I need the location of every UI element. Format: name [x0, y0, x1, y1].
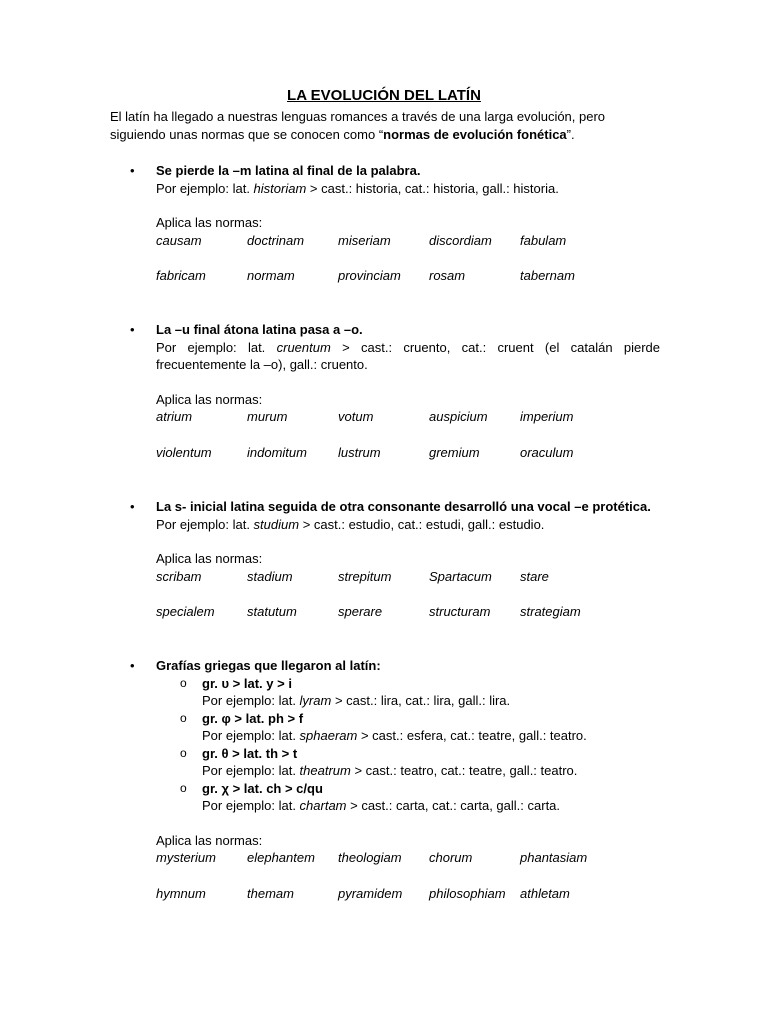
exercise-word: strategiam [520, 604, 581, 619]
bullet-icon: • [130, 163, 135, 178]
exercise-word: Spartacum [429, 568, 492, 584]
example-latin-word: chartam [299, 798, 347, 813]
bullet-icon: • [130, 658, 135, 673]
intro-paragraph [110, 108, 660, 144]
sub-rule-example [202, 762, 660, 780]
sub-rule-example [202, 727, 660, 745]
exercise-word-grid [156, 232, 660, 285]
exercise-word: stadium [247, 568, 293, 584]
example-latin-word: studium [253, 516, 300, 532]
sub-rule-example [202, 692, 660, 710]
rule-example [156, 339, 660, 374]
sub-rule-3 [156, 745, 660, 780]
apply-label: Aplica las normas: [156, 551, 263, 566]
sub-bullet-icon: o [180, 710, 187, 725]
exercise-word: indomitum [247, 444, 307, 460]
exercise-word: votum [338, 409, 374, 424]
exercise-word: hymnum [156, 885, 206, 901]
apply-label: Aplica las normas: [156, 391, 263, 407]
example-latin-word: lyram [299, 693, 332, 708]
exercise-word: pyramidem [338, 885, 403, 901]
document-title: LA EVOLUCIÓN DEL LATÍN [287, 87, 481, 104]
rule-heading: La –u final átona latina pasa a –o. [156, 322, 363, 337]
bullet-icon: • [130, 499, 135, 514]
sub-bullet-icon: o [180, 745, 187, 760]
exercise-word: tabernam [520, 268, 575, 283]
exercise-word: themam [247, 885, 294, 901]
exercise-word: atrium [156, 409, 193, 424]
sub-bullet-icon: o [180, 675, 187, 690]
rule-section-3 [130, 498, 660, 621]
exercise-word: oraculum [520, 444, 574, 460]
sub-bullet-icon: o [180, 780, 187, 795]
exercise-word: miseriam [338, 232, 391, 248]
exercise-word: murum [247, 409, 288, 424]
exercise-word: sperare [338, 604, 383, 619]
example-prefix: Por ejemplo: lat. [156, 516, 254, 532]
intro-bold-term: normas de evolución fonética [383, 127, 567, 142]
exercise-word: causam [156, 232, 202, 248]
sub-rule-heading: gr. φ > lat. ph > f [202, 710, 304, 726]
exercise-word: strepitum [338, 568, 392, 584]
example-prefix: Por ejemplo: lat. [202, 763, 300, 778]
bullet-icon: • [130, 322, 135, 337]
example-prefix: Por ejemplo: lat. [202, 728, 300, 743]
exercise-word: elephantem [247, 850, 315, 865]
rule-heading: Grafías griegas que llegaron al latín: [156, 658, 381, 673]
exercise-word: theologiam [338, 850, 402, 865]
exercise-word: philosophiam [429, 885, 506, 901]
exercise-word: imperium [520, 409, 574, 424]
example-prefix: Por ejemplo: lat. [156, 180, 254, 196]
example-suffix: > cast.: esfera, cat.: teatre, gall.: teatro. [357, 728, 587, 743]
exercise-word: athletam [520, 885, 570, 901]
example-suffix: > cast.: estudio, cat.: estudi, gall.: estudio. [299, 516, 545, 532]
exercise-word-grid [156, 568, 660, 621]
rule-section-2 [130, 321, 661, 461]
intro-text-after: ”. [566, 127, 575, 142]
sub-rule-1 [156, 675, 660, 710]
apply-label: Aplica las normas: [156, 215, 263, 230]
exercise-word: provinciam [338, 268, 401, 283]
example-prefix: Por ejemplo: lat. [202, 798, 300, 813]
example-prefix: Por ejemplo: lat. [202, 693, 300, 708]
rule-heading: Se pierde la –m latina al final de la palabra. [156, 163, 421, 178]
example-suffix: > cast.: teatro, cat.: teatre, gall.: teatro. [350, 763, 578, 778]
exercise-word: specialem [156, 604, 215, 619]
exercise-word: fabulam [520, 232, 567, 248]
sub-rule-heading: gr. θ > lat. th > t [202, 745, 298, 761]
example-suffix: > cast.: lira, cat.: lira, gall.: lira. [331, 693, 511, 708]
example-latin-word: cruentum [276, 339, 331, 355]
exercise-word: doctrinam [247, 232, 305, 248]
exercise-word: structuram [429, 604, 491, 619]
exercise-word: statutum [247, 604, 297, 619]
exercise-word: phantasiam [520, 850, 588, 865]
example-suffix: > cast.: carta, cat.: carta, gall.: carta. [346, 798, 561, 813]
exercise-word: mysterium [156, 850, 216, 865]
rule-heading: La s- inicial latina seguida de otra consonante desarrolló una vocal –e protética. [156, 499, 651, 514]
rule-example [156, 516, 660, 534]
rule-section-4 [130, 657, 660, 902]
exercise-word: gremium [429, 444, 480, 460]
example-latin-word: sphaeram [299, 728, 358, 743]
sub-rule-2 [156, 710, 660, 745]
sub-rule-4 [156, 780, 660, 815]
exercise-word-grid [156, 849, 660, 902]
example-latin-word: historiam [253, 180, 307, 196]
example-suffix: > cast.: cruento, cat.: cruent (el catalán pierde frecuentemente la –o), gall.: cruento. [156, 339, 661, 372]
exercise-word: fabricam [156, 268, 206, 283]
sub-rule-example [202, 797, 660, 815]
intro-text-before: El latín ha llegado a nuestras lenguas romances a través de una larga evolución, pero siguiendo unas normas que se conocen como “ [110, 109, 606, 142]
exercise-word: lustrum [338, 444, 381, 460]
example-latin-word: theatrum [299, 763, 351, 778]
apply-label: Aplica las normas: [156, 832, 263, 848]
exercise-word: violentum [156, 444, 212, 460]
exercise-word: rosam [429, 268, 466, 283]
example-suffix: > cast.: historia, cat.: historia, gall.: historia. [306, 180, 559, 196]
sub-rule-heading: gr. υ > lat. y > i [202, 675, 292, 691]
rule-example [156, 180, 660, 198]
example-prefix: Por ejemplo: lat. [156, 339, 277, 355]
rule-section-1 [130, 162, 660, 285]
exercise-word-grid [156, 408, 660, 461]
exercise-word: stare [520, 568, 549, 584]
exercise-word: scribam [156, 568, 202, 584]
sub-rule-heading: gr. χ > lat. ch > c/qu [202, 780, 323, 796]
exercise-word: normam [247, 268, 295, 283]
exercise-word: discordiam [429, 232, 492, 248]
exercise-word: chorum [429, 850, 473, 865]
exercise-word: auspicium [429, 409, 488, 424]
